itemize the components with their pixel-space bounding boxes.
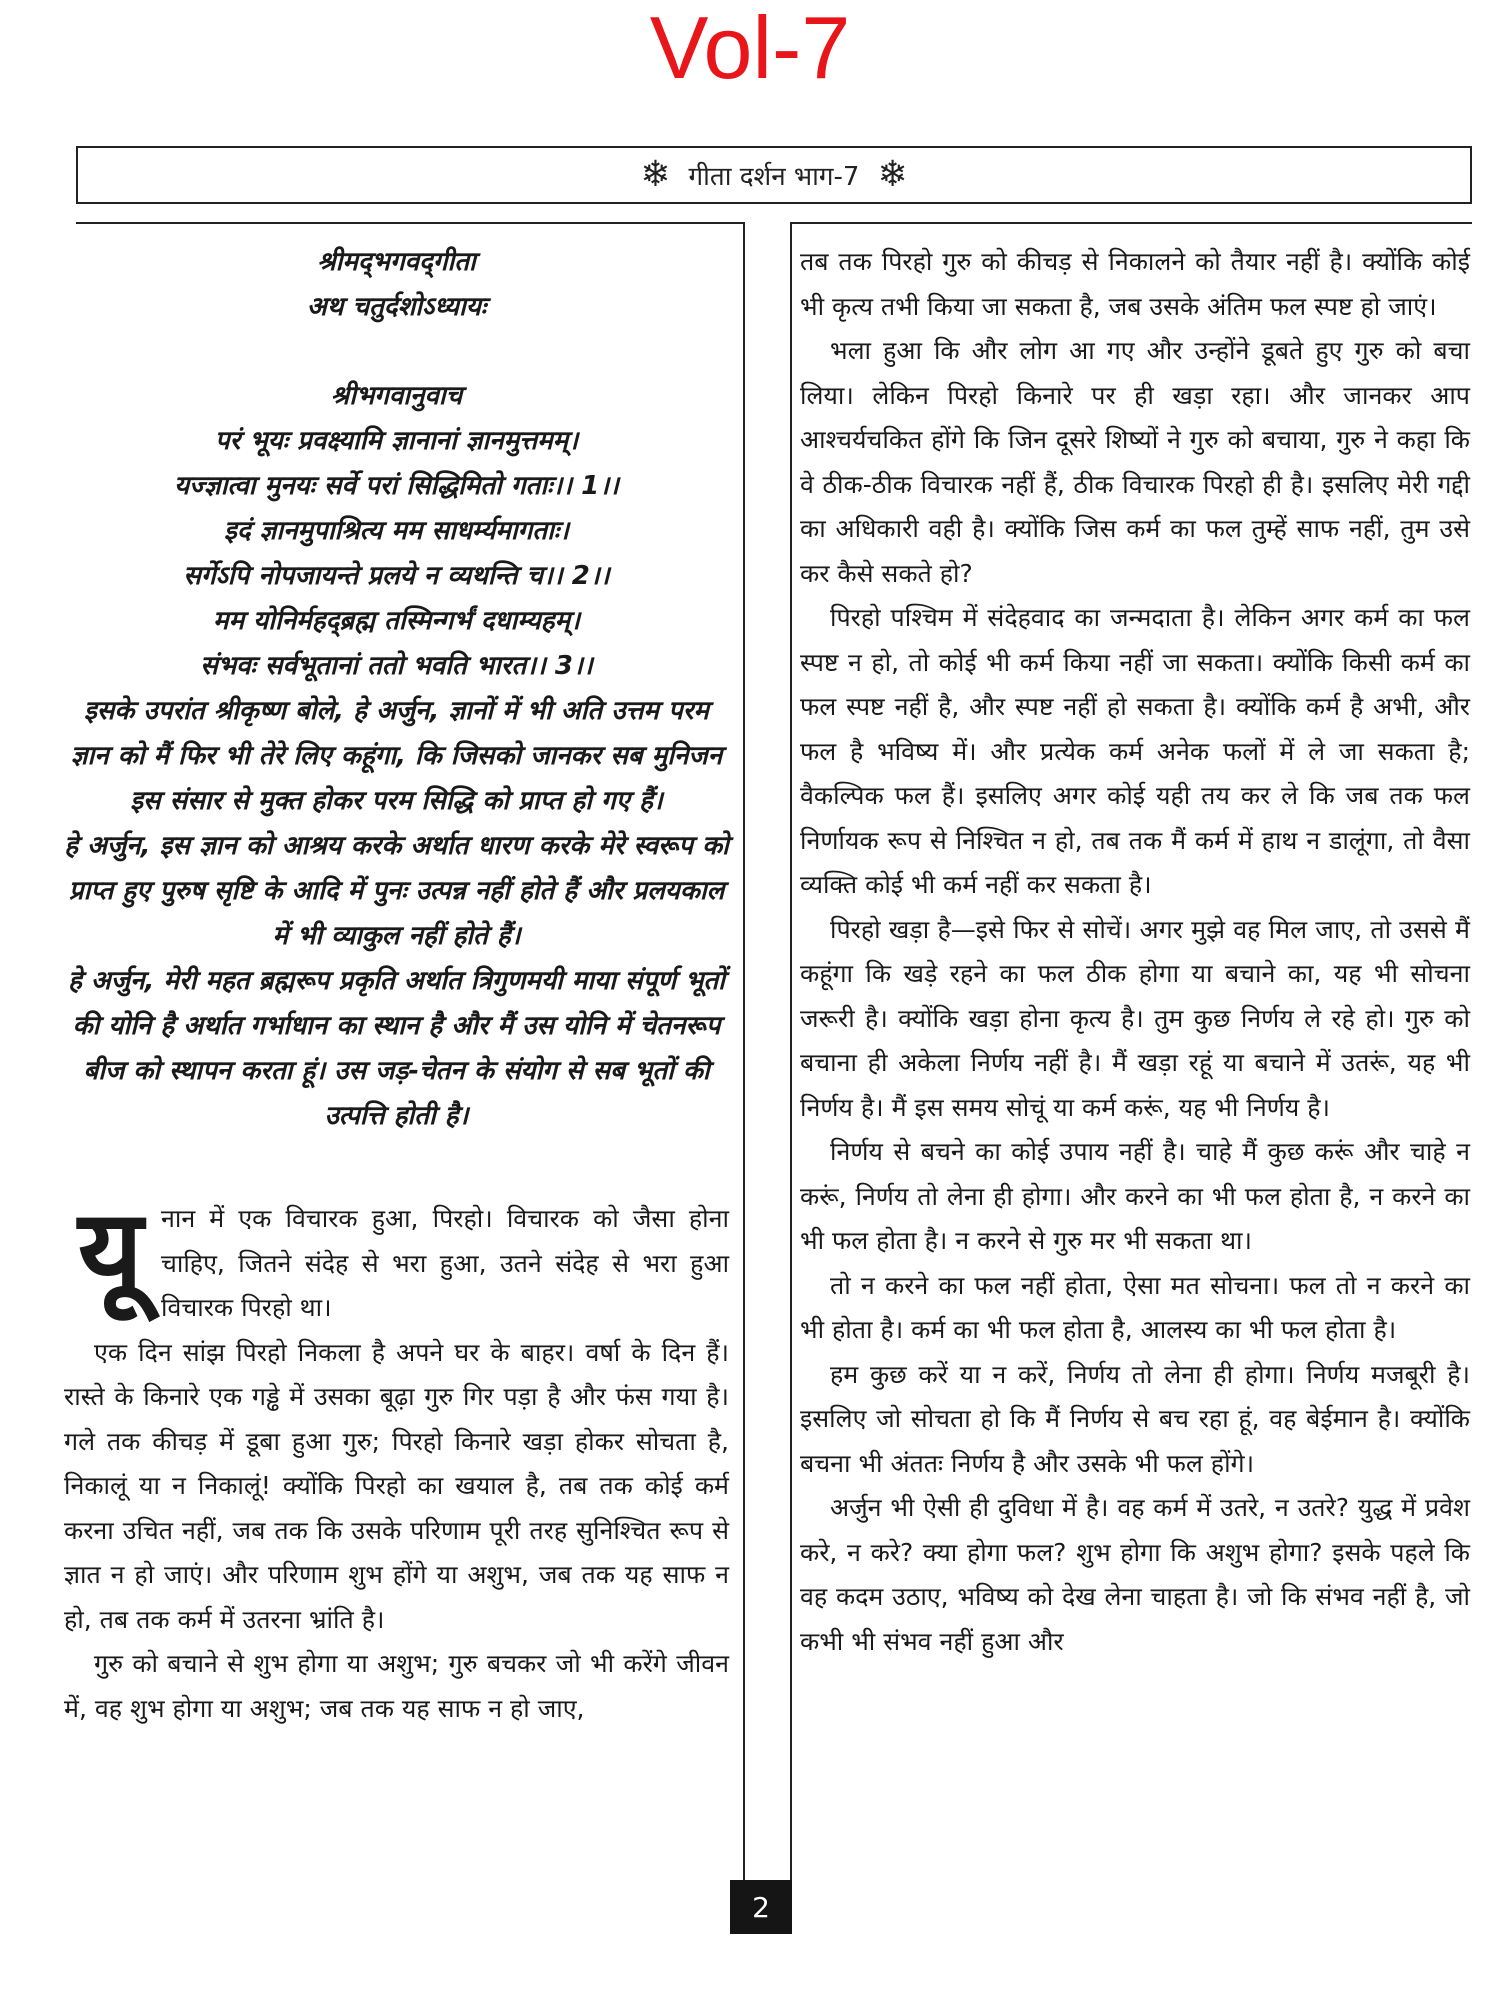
body-paragraph: नान में एक विचारक हुआ, पिरहो। विचारक को जैसा होना चाहिए, जितने संदेह से भरा हुआ, उतने संदेह से भरा हुआ विचारक पिरहो था। [160,1204,729,1322]
volume-label: Vol-7 [649,0,851,97]
right-column-rule [790,222,1472,224]
verse-translation: हे अर्जुन, इस ज्ञान को आश्रय करके अर्थात धारण करके मेरे स्वरूप को प्राप्त हुए पुरुष सृष्टि के आदि में पुनः उत्पन्न नहीं होते हैं और प्रलयकाल में भी व्याकुल नहीं होते हैं। [64,831,729,951]
drop-cap: यू [78,1186,143,1316]
body-paragraph: तब तक पिरहो गुरु को कीचड़ से निकालने को तैयार नहीं है। क्योंकि कोई भी कृत्य तभी किया जा सकता है, जब उसके अंतिम फल स्पष्ट हो जाएं। [800,247,1470,321]
verse-translation: हे अर्जुन, मेरी महत ब्रह्मरूप प्रकृति अर्थात त्रिगुणमयी माया संपूर्ण भूतों की योनि है अर्थात गर्भाधान का स्थान है और मैं उस योनि में चेतनरूप बीज को स्थापन करता हूं। उस जड़-चेतन के संयोग से सब भूतों की उत्पत्ति होती है। [68,966,725,1131]
verse-translation: इसके उपरांत श्रीकृष्ण बोले, हे अर्जुन, ज्ञानों में भी अति उत्तम परम ज्ञान को मैं फिर भी तेरे लिए कहूंगा, कि जिसको जानकर सब मुनिजन इस संसार से मुक्त होकर परम सिद्धि को प्राप्त हो गए हैं। [70,696,723,816]
body-paragraph: अर्जुन भी ऐसी ही दुविधा में है। वह कर्म में उतरे, न उतरे? युद्ध में प्रवेश करे, न करे? क्या होगा फल? शुभ होगा कि अशुभ होगा? इसके पहले कि वह कदम उठाए, भविष्य को देख लेना चाहता है। जो कि संभव नहीं है, जो कभी भी संभव नहीं हुआ और [800,1493,1470,1656]
body-paragraph: एक दिन सांझ पिरहो निकला है अपने घर के बाहर। वर्षा के दिन हैं। रास्ते के किनारे एक गड्ढे में उसका बूढ़ा गुरु गिर पड़ा है और फंस गया है। गले तक कीचड़ में डूबा हुआ गुरु; पिरहो किनारे खड़ा होकर सोचता है, निकालूं या न निकालूं! क्योंकि पिरहो का खयाल है, तब तक कोई कर्म करना उचित नहीं, जब तक कि उसके परिणाम पूरी तरह सुनिश्चित रूप से ज्ञात न हो जाएं। और परिणाम शुभ होंगे या अशुभ, जब तक यह साफ न हो, तब तक कर्म में उतरना भ्रांति है। [64,1337,729,1634]
left-column-rule [76,222,743,224]
left-column [64,240,729,1731]
column-divider [790,222,792,1882]
snowflake-ornament-icon: ❄ [877,154,908,195]
body-paragraph: पिरहो पश्चिम में संदेहवाद का जन्मदाता है। लेकिन अगर कर्म का फल स्पष्ट न हो, तो कोई भी कर्म किया नहीं जा सकता। क्योंकि किसी कर्म का फल स्पष्ट नहीं है, और स्पष्ट नहीं हो सकता है। क्योंकि कर्म है अभी, और फल है भविष्य में। और प्रत्येक कर्म अनेक फलों में ले जा सकता है; वैकल्पिक फल हैं। इसलिए अगर कोई यही तय कर ले कि जब तक फल निर्णायक रूप से निश्चित न हो, तब तक मैं कर्म में हाथ न डालूंगा, तो वैसा व्यक्ति कोई भी कर्म नहीं कर सकता है। [800,603,1470,899]
verse-line: इदं ज्ञानमुपाश्रित्य मम साधर्म्यमागताः। [224,516,569,546]
snowflake-ornament-icon: ❄ [640,154,671,195]
column-divider [743,222,745,1882]
sanskrit-verses [64,374,729,689]
verse-line: श्रीभगवानुवाच [330,381,463,411]
verse-line: यज्ज्ञात्वा मुनयः सर्वे परां सिद्धिमितो गताः।। 1।। [174,471,619,501]
page-number: 2 [730,1880,792,1934]
body-paragraph: तो न करने का फल नहीं होता, ऐसा मत सोचना। फल तो न करने का भी होता है। कर्म का भी फल होता है, आलस्य का भी फल होता है। [800,1270,1470,1344]
opening-paragraph [64,1186,729,1331]
running-header [76,146,1472,204]
body-paragraph: भला हुआ कि और लोग आ गए और उन्होंने डूबते हुए गुरु को बचा लिया। लेकिन पिरहो किनारे पर ही खड़ा रहा। और जानकर आप आश्चर्यचकित होंगे कि जिन दूसरे शिष्यों ने गुरु को बचाया, गुरु ने कहा कि वे ठीक-ठीक विचारक नहीं हैं, ठीक विचारक पिरहो ही है। इसलिए मेरी गद्दी का अधिकारी वही है। क्योंकि जिस कर्म का फल तुम्हें साफ नहीं, तुम उसे कर कैसे सकते हो? [800,336,1470,588]
header-title: गीता दर्शन भाग-7 [688,162,860,192]
body-paragraph: गुरु को बचाने से शुभ होगा या अशुभ; गुरु बचकर जो भी करेंगे जीवन में, वह शुभ होगा या अशुभ; जब तक यह साफ न हो जाए, [64,1649,729,1723]
body-paragraph: हम कुछ करें या न करें, निर्णय तो लेना ही होगा। निर्णय मजबूरी है। इसलिए जो सोचता हो कि मैं निर्णय से बच रहा हूं, वह बेईमान है। क्योंकि बचना भी अंततः निर्णय है और उसके भी फल होंगे। [800,1359,1470,1478]
verse-line: अथ चतुर्दशोऽध्यायः [306,292,487,322]
body-paragraph: निर्णय से बचने का कोई उपाय नहीं है। चाहे मैं कुछ करूं और चाहे न करूं, निर्णय तो लेना ही होगा। और करने का भी फल होता है, न करने का भी फल होता है। न करने से गुरु मर भी सकता था। [800,1137,1470,1255]
verse-line: मम योनिर्महद्‌ब्रह्म तस्मिन्गर्भं दधाम्यहम्। [213,606,580,636]
verse-line: संभवः सर्वभूतानां ततो भवति भारत।। 3।। [200,651,593,681]
verse-line: सर्गेऽपि नोपजायन्ते प्रलये न व्यथन्ति च।। 2।। [183,561,610,591]
body-paragraph: पिरहो खड़ा है—इसे फिर से सोचें। अगर मुझे वह मिल जाए, तो उससे मैं कहूंगा कि खड़े रहने का फल ठीक होगा या बचाने का, यह भी सोचना जरूरी है। क्योंकि खड़ा होना कृत्य है। तुम कुछ निर्णय ले रहे हो। गुरु को बचाना ही अकेला निर्णय नहीं है। मैं खड़ा रहूं या बचाने में उतरूं, यह भी निर्णय है। मैं इस समय सोचूं या कर्म करूं, यह भी निर्णय है। [800,914,1470,1122]
right-column [800,240,1470,1664]
verse-line: परं भूयः प्रवक्ष्यामि ज्ञानानां ज्ञानमुत्तमम्। [214,426,579,456]
chapter-heading [64,240,729,330]
verse-line: श्रीमद्‌भगवद्‌गीता [317,247,476,277]
